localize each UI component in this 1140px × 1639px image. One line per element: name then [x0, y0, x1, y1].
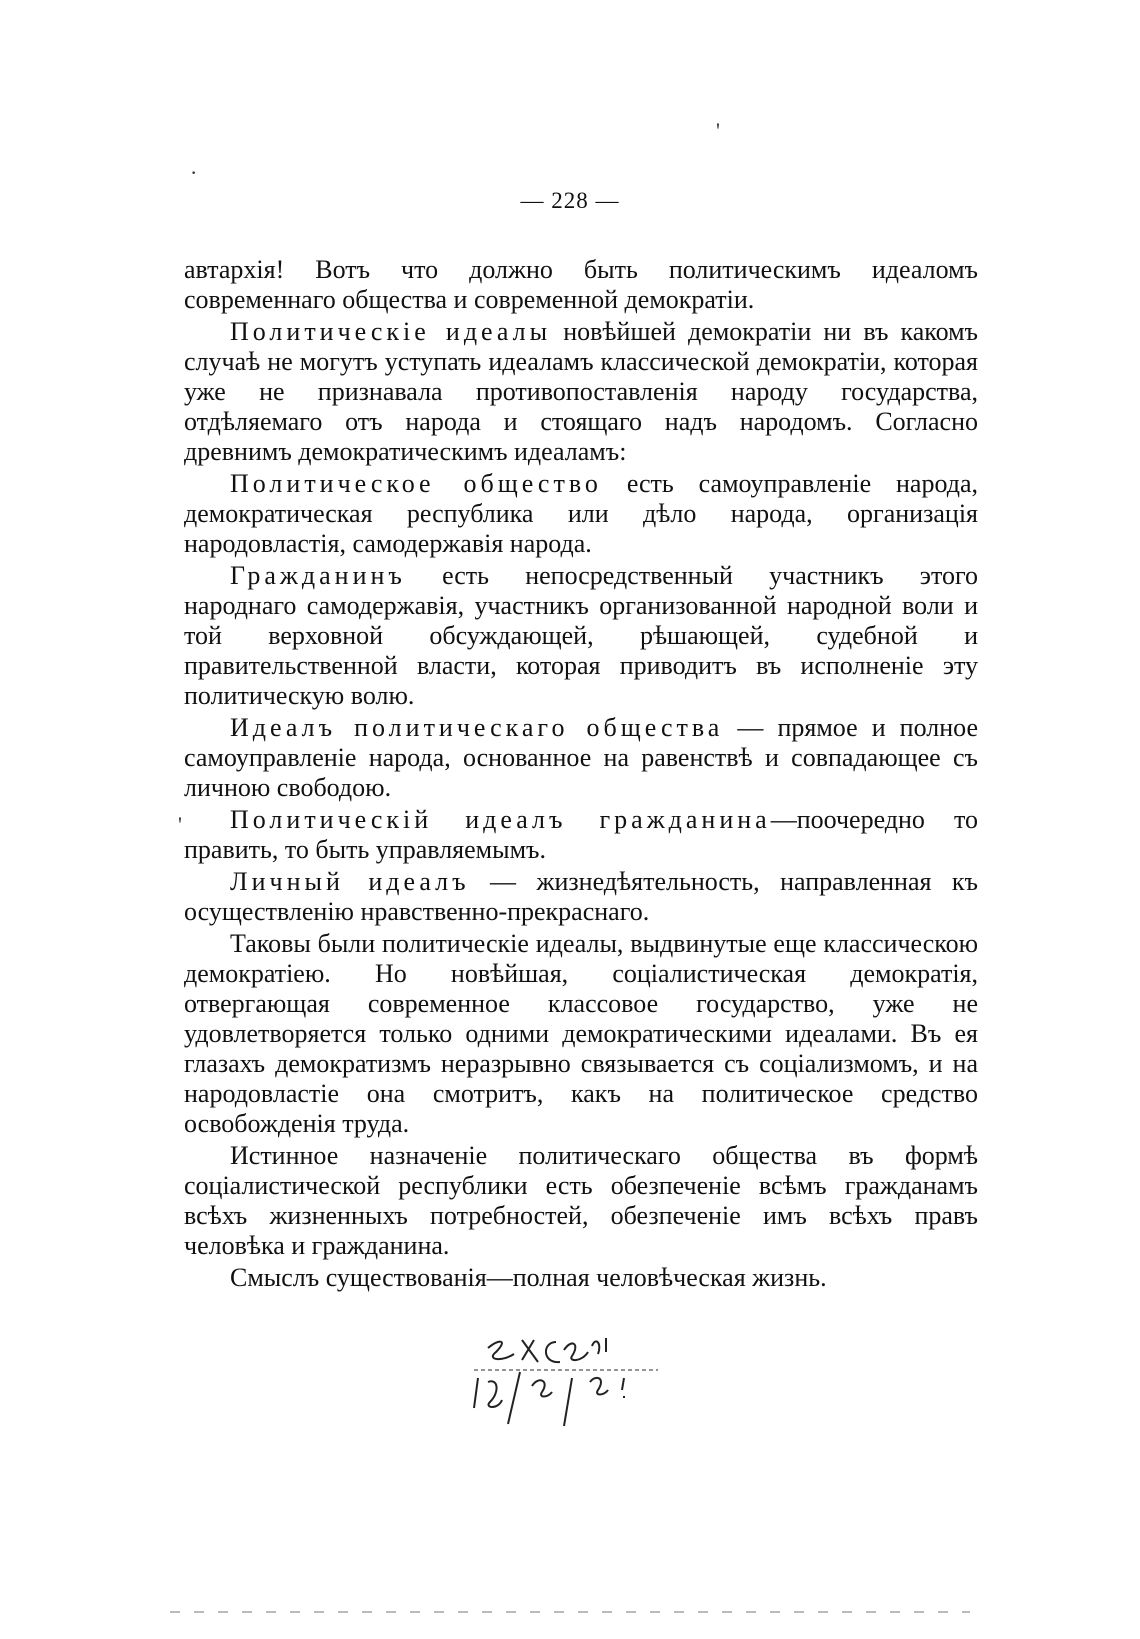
paragraph-lead: Личный идеалъ	[230, 867, 470, 896]
paragraph-8	[184, 929, 978, 1139]
paragraph-1	[184, 255, 978, 315]
paragraph-text: —поочередно то править, то быть управляемымъ.	[184, 805, 979, 864]
scan-speck: '	[178, 812, 182, 837]
paragraph-text: Истинное назначеніе политическаго общества въ формѣ соціалистической республики есть обезпеченіе всѣмъ гражданамъ всѣхъ жизненныхъ потребностей, обезпеченіе имъ всѣхъ правъ человѣка и гражданина.	[184, 1141, 978, 1260]
paragraph-7	[184, 867, 978, 927]
paragraph-lead: Идеалъ политическаго общества	[230, 713, 724, 742]
handwritten-signature	[468, 1330, 688, 1430]
scan-edge-artifact	[170, 1610, 970, 1614]
paragraph-5	[184, 713, 978, 803]
paragraph-text: — прямое и полное самоуправленіе народа, основанное на равенствѣ и совпадающее съ личною свободою.	[184, 713, 978, 802]
scan-speck: ·	[190, 160, 198, 185]
paragraph-text: есть непосредственный участникъ этого народнаго самодержавія, участникъ организованной народной воли и той верховной обсуждающей, рѣшающей, судебной и правительственной власти, которая приводитъ въ исполненіе эту политическую волю.	[184, 561, 978, 710]
paragraph-text: Таковы были политическіе идеалы, выдвинутые еще классическою демократіею. Но новѣйшая, соціалистическая демократія, отвергающая современное классовое государство, уже не удовлетворяется только одними демократическими идеалами. Въ ея глазахъ демократизмъ неразрывно связывается съ соціализмомъ, и на народовластіе она смотритъ, какъ на политическое средство освобожденія труда.	[184, 929, 978, 1138]
page-number: — 228 —	[520, 188, 620, 213]
paragraph-lead: Гражданинъ	[230, 561, 406, 590]
scan-speck: '	[716, 118, 720, 143]
paragraph-4	[184, 561, 978, 711]
paragraph-2	[184, 317, 978, 467]
paragraph-10	[184, 1263, 978, 1293]
paragraph-text: Смыслъ существованія—полная человѣческая жизнь.	[230, 1263, 827, 1292]
paragraph-lead: Политическіе идеалы	[230, 317, 552, 346]
body-text	[184, 255, 978, 1293]
paragraph-text: автархія! Вотъ что должно быть политическимъ идеаломъ современнаго общества и современной демократіи.	[184, 255, 978, 314]
paragraph-lead: Политическое общество	[230, 469, 602, 498]
paragraph-text: есть самоуправленіе народа, демократическая республика или дѣло народа, организація народовластія, самодержавія народа.	[184, 469, 978, 558]
paragraph-6	[184, 805, 978, 865]
paragraph-3	[184, 469, 978, 559]
paragraph-text: новѣйшей демократіи ни въ какомъ случаѣ не могутъ уступать идеаламъ классической демократіи, которая уже не признавала противопоставленія народу государства, отдѣляемаго отъ народа и стоящаго надъ народомъ. Согласно древнимъ демократическимъ идеаламъ:	[184, 317, 978, 466]
paragraph-9	[184, 1141, 978, 1261]
paragraph-text: — жизнедѣятельность, направленная къ осуществленію нравственно-прекраснаго.	[184, 867, 978, 926]
paragraph-lead: Политическій идеалъ гражданина	[230, 805, 771, 834]
